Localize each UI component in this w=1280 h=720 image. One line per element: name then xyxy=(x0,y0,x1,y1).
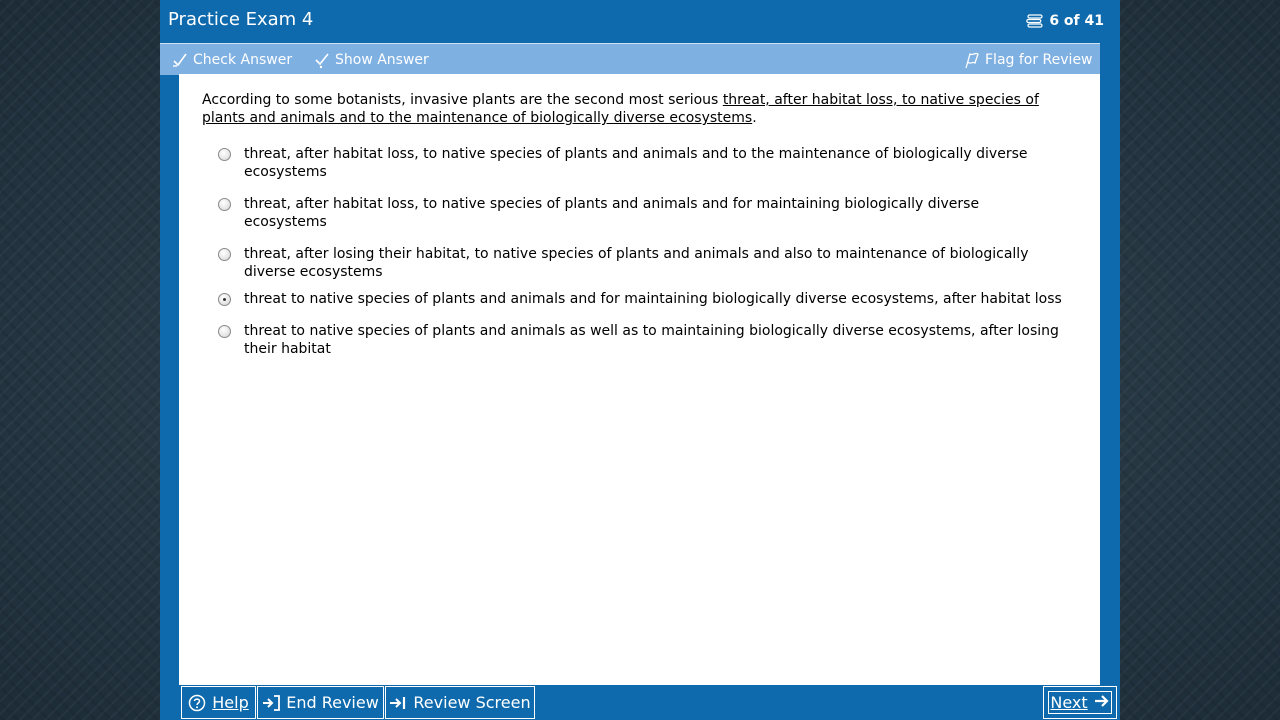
end-review-icon xyxy=(262,695,280,711)
answer-option-text: threat to native species of plants and animals as well as to maintaining biologically diverse ecosystems, after losing their habitat xyxy=(244,323,1059,357)
stem-suffix: . xyxy=(752,110,757,126)
review-screen-label: Review Screen xyxy=(413,693,531,712)
flag-icon xyxy=(963,51,981,69)
title-bar xyxy=(160,0,1120,42)
help-circle-icon xyxy=(188,694,206,712)
next-button[interactable] xyxy=(1043,686,1117,719)
question-stem xyxy=(202,91,1082,127)
answer-option-text: threat to native species of plants and animals and for maintaining biologically diverse ecosystems, after habitat loss xyxy=(244,291,1062,307)
pages-stack-icon xyxy=(1026,14,1044,28)
review-screen-button[interactable] xyxy=(385,686,535,719)
radio-button-d-selected[interactable] xyxy=(218,293,231,306)
help-label: Help xyxy=(212,693,249,712)
review-screen-icon xyxy=(389,695,407,711)
exam-title: Practice Exam 4 xyxy=(168,9,314,30)
answer-option-e[interactable] xyxy=(216,322,1066,358)
check-pen-icon xyxy=(171,51,189,69)
answer-option-text: threat, after losing their habitat, to native species of plants and animals and also to maintenance of biologically diverse ecosystems xyxy=(244,246,1029,280)
answer-options xyxy=(216,145,1066,372)
answer-option-text: threat, after habitat loss, to native species of plants and animals and to the maintenance of biologically diverse ecosystems xyxy=(244,146,1028,180)
radio-button-b[interactable] xyxy=(218,198,231,211)
show-answer-label: Show Answer xyxy=(335,51,429,68)
radio-button-c[interactable] xyxy=(218,248,231,261)
answer-option-text: threat, after habitat loss, to native species of plants and animals and for maintaining biologically diverse ecosystems xyxy=(244,196,980,230)
stem-prefix: According to some botanists, invasive plants are the second most serious xyxy=(202,92,723,108)
answer-option-b[interactable] xyxy=(216,195,1066,231)
stem-underlined: threat, after habitat loss, to native species of plants and animals and to the maintenance of biologically diverse ecosystems xyxy=(202,92,1039,126)
help-button[interactable] xyxy=(181,686,256,719)
bottom-navigation-bar xyxy=(179,685,1120,720)
question-panel xyxy=(179,74,1100,685)
show-answer-icon xyxy=(313,51,331,69)
end-review-label: End Review xyxy=(286,693,379,712)
next-label: Next xyxy=(1050,693,1088,712)
flag-for-review-button[interactable] xyxy=(963,44,1093,75)
question-counter xyxy=(1026,13,1104,29)
answer-option-d[interactable] xyxy=(216,290,1066,308)
answer-option-c[interactable] xyxy=(216,245,1066,281)
check-answer-label: Check Answer xyxy=(193,51,293,68)
question-counter-text: 6 of 41 xyxy=(1049,13,1104,29)
radio-button-e[interactable] xyxy=(218,325,231,338)
answer-option-a[interactable] xyxy=(216,145,1066,181)
next-button-inner xyxy=(1048,691,1112,714)
radio-button-a[interactable] xyxy=(218,148,231,161)
exam-window xyxy=(160,0,1120,720)
end-review-button[interactable] xyxy=(257,686,384,719)
arrow-right-icon xyxy=(1094,693,1110,713)
show-answer-button[interactable] xyxy=(313,44,429,75)
flag-for-review-label: Flag for Review xyxy=(985,51,1093,68)
check-answer-button[interactable] xyxy=(171,44,292,75)
question-toolbar xyxy=(160,43,1100,75)
